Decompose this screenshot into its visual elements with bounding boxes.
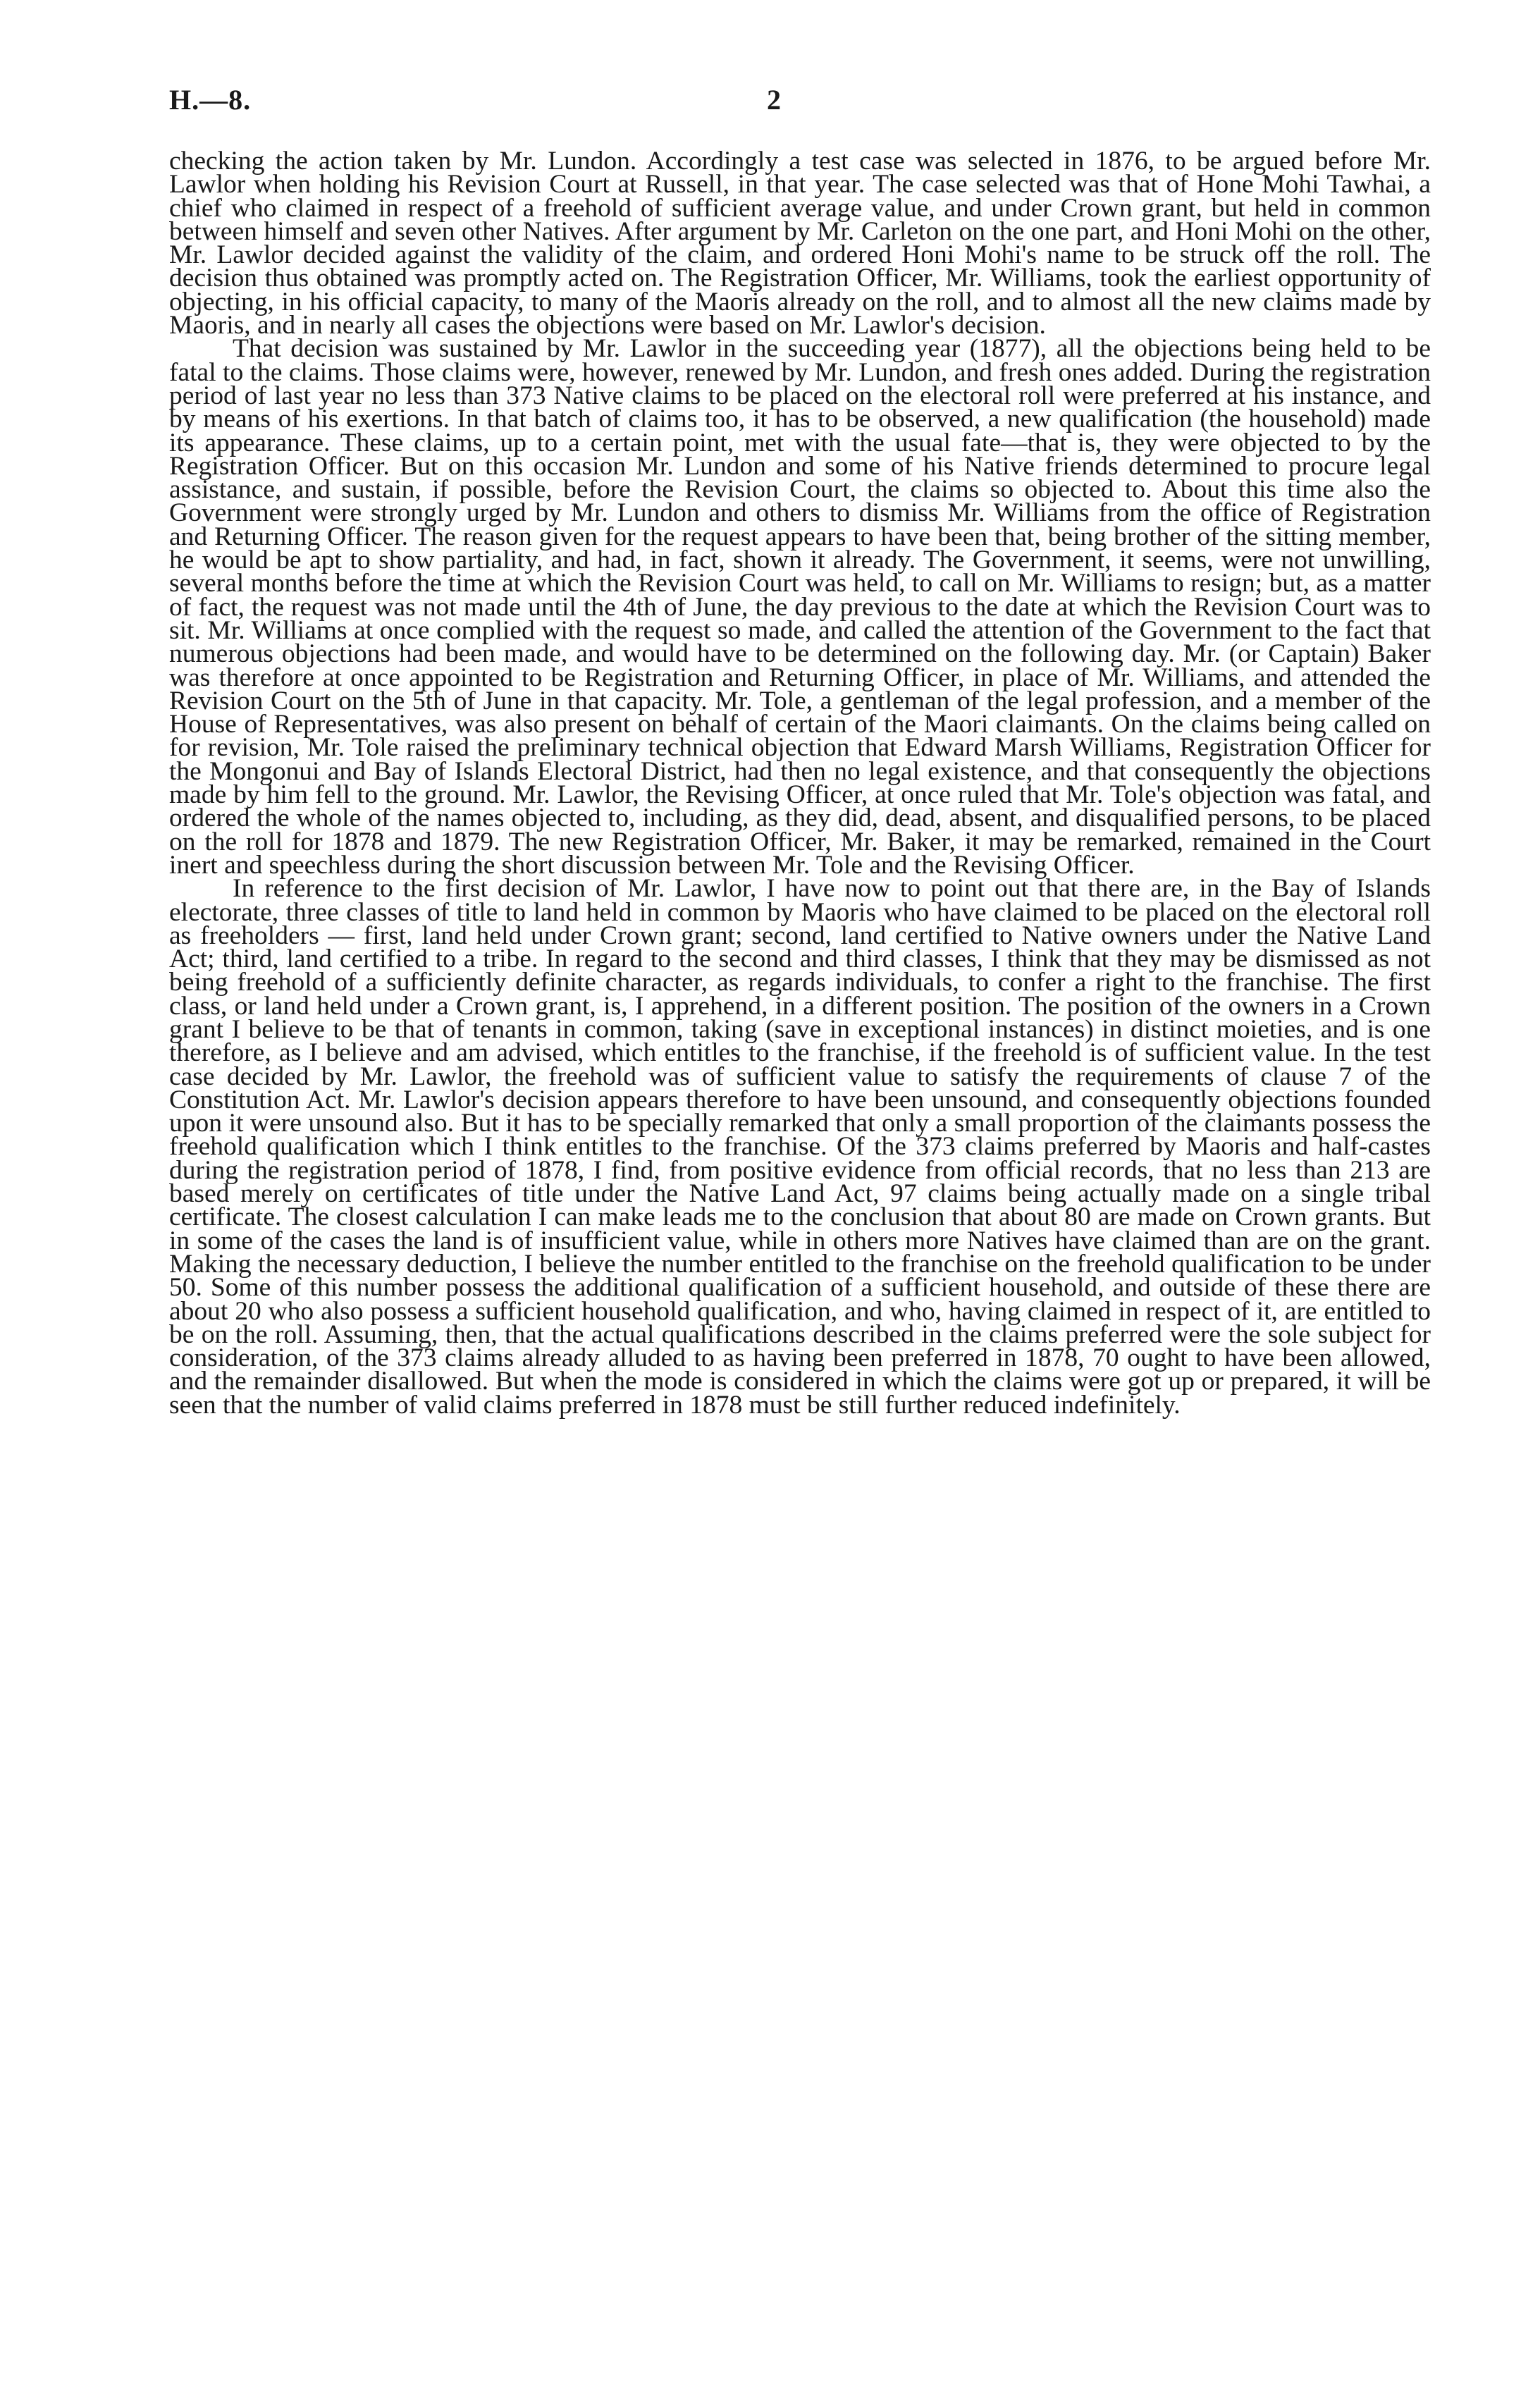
document-id: H.—8. bbox=[169, 84, 252, 116]
page-header bbox=[169, 83, 1431, 125]
paragraph: In reference to the first decision of Mr. Lawlor, I have now to point out that there are, in the Bay of Islands electorate, three classes of title to land held in common by Maoris who have claimed to be placed on the electoral roll as freeholders — first, land held under Crown grant; second, land certified to Native owners under the Native Land Act; third, land certified to a tribe. In regard to the second and third classes, I think that they may be dismissed as not being freehold of a sufficiently definite character, as regards individuals, to confer a right to the franchise. The first class, or land held under a Crown grant, is, I apprehend, in a different position. The position of the owners in a Crown grant I believe to be that of tenants in common, taking (save in exceptional instances) in distinct moieties, and is one therefore, as I believe and am advised, which entitles to the franchise, if the freehold is of sufficient value. In the test case decided by Mr. Lawlor, the freehold was of sufficient value to satisfy the requirements of clause 7 of the Constitution Act. Mr. Lawlor's decision appears therefore to have been unsound, and consequently objections founded upon it were unsound also. But it has to be specially remarked that only a small proportion of the claimants possess the freehold qualification which I think entitles to the franchise. Of the 373 claims preferred by Maoris and half-castes during the registration period of 1878, I find, from positive evidence from official records, that no less than 213 are based merely on certificates of title under the Native Land Act, 97 claims being actually made on a single tribal certificate. The closest calculation I can make leads me to the conclusion that about 80 are made on Crown grants. But in some of the cases the land is of insufficient value, while in others more Natives have claimed than are on the grant. Making the necessary deduction, I believe the number entitled to the franchise on the freehold qualification to be under 50. Some of this number possess the additional qualification of a sufficient household, and outside of these there are about 20 who also possess a sufficient household qualification, and who, having claimed in respect of it, are entitled to be on the roll. Assuming, then, that the actual qualifications described in the claims preferred were the sole subject for consideration, of the 373 claims already alluded to as having been preferred in 1878, 70 ought to have been allowed, and the remainder disallowed. But when the mode is considered in which the claims were got up or prepared, it will be seen that the number of valid claims preferred in 1878 must be still further reduced indefinitely. bbox=[169, 874, 1431, 1420]
body-text bbox=[169, 147, 1431, 1420]
page-number: 2 bbox=[767, 84, 781, 116]
paragraph: That decision was sustained by Mr. Lawlor in the succeeding year (1877), all the objections being held to be fatal to the claims. Those claims were, however, renewed by Mr. Lundon, and fresh ones added. During the registration period of last year no less than 373 Native claims to be placed on the electoral roll were preferred at his instance, and by means of his exertions. In that batch of claims too, it has to be observed, a new qualification (the household) made its appearance. These claims, up to a certain point, met with the usual fate—that is, they were objected to by the Registration Officer. But on this occasion Mr. Lundon and some of his Native friends determined to procure legal assistance, and sustain, if possible, before the Revision Court, the claims so objected to. About this time also the Government were strongly urged by Mr. Lundon and others to dismiss Mr. Williams from the office of Registration and Returning Officer. The reason given for the request appears to have been that, being brother of the sitting member, he would be apt to show partiality, and had, in fact, shown it already. The Government, it seems, were not unwilling, several months before the time at which the Revision Court was held, to call on Mr. Williams to resign; but, as a matter of fact, the request was not made until the 4th of June, the day previous to the date at which the Revision Court was to sit. Mr. Williams at once complied with the request so made, and called the attention of the Government to the fact that numerous objections had been made, and would have to be determined on the following day. Mr. (or Captain) Baker was therefore at once appointed to be Registration and Returning Officer, in place of Mr. Williams, and attended the Revision Court on the 5th of June in that capacity. Mr. Tole, a gentleman of the legal profession, and a member of the House of Representatives, was also present on behalf of certain of the Maori claimants. On the claims being called on for revision, Mr. Tole raised the preliminary technical objection that Edward Marsh Williams, Registration Officer for the Mongonui and Bay of Islands Electoral District, had then no legal existence, and that consequently the objections made by him fell to the ground. Mr. Lawlor, the Revising Officer, at once ruled that Mr. Tole's objection was fatal, and ordered the whole of the names objected to, including, as they did, dead, absent, and disqualified persons, to be placed on the roll for 1878 and 1879. The new Registration Officer, Mr. Baker, it may be remarked, remained in the Court inert and speechless during the short discussion between Mr. Tole and the Revising Officer. bbox=[169, 334, 1431, 880]
paragraph: checking the action taken by Mr. Lundon. Accordingly a test case was selected in 1876, to be argued before Mr. Lawlor when holding his Revision Court at Russell, in that year. The case selected was that of Hone Mohi Tawhai, a chief who claimed in respect of a freehold of sufficient average value, and under Crown grant, but held in common between himself and seven other Natives. After argument by Mr. Carleton on the one part, and Honi Mohi on the other, Mr. Lawlor decided against the validity of the claim, and ordered Honi Mohi's name to be struck off the roll. The decision thus obtained was promptly acted on. The Registration Officer, Mr. Williams, took the earliest opportunity of objecting, in his official capacity, to many of the Maoris already on the roll, and to almost all the new claims made by Maoris, and in nearly all cases the objections were based on Mr. Lawlor's decision. bbox=[169, 147, 1431, 340]
